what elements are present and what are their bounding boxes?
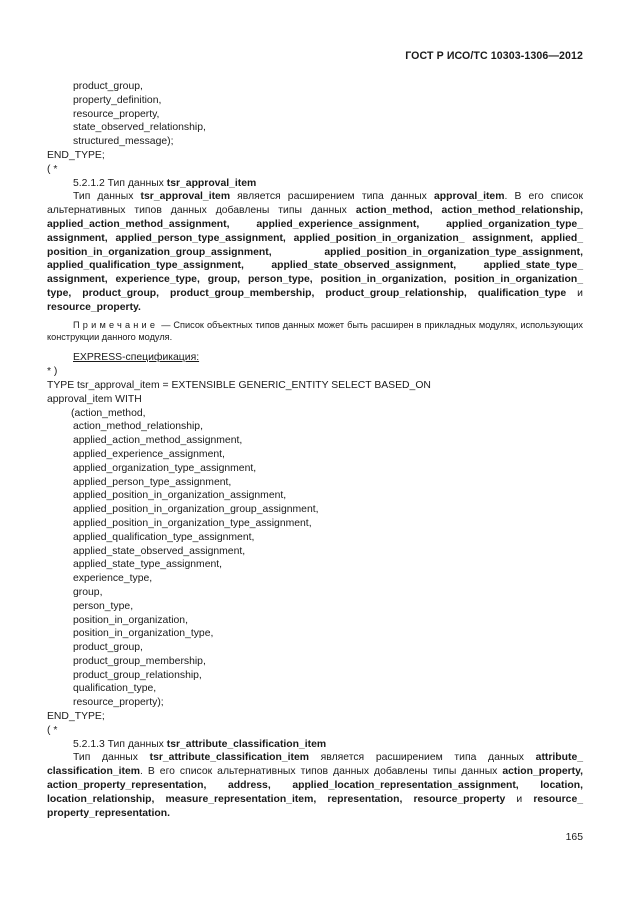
comment-open: ( * [47,724,58,736]
section-heading-5212: 5.2.1.2 Тип данных tsr_approval_item [73,177,257,189]
comment-open: ( * [47,163,58,175]
code-line: (action_method, [71,407,146,419]
code-line: group, [73,586,103,598]
page-number: 165 [565,832,583,843]
code-line: approval_item WITH [47,393,142,405]
list-item: resource_property, [73,108,160,120]
document-header: ГОСТ Р ИСО/ТС 10303-1306—2012 [405,50,583,62]
list-item: product_group, [73,81,143,92]
code-line: position_in_organization_type, [73,628,214,640]
page-body [47,80,583,820]
code-line: applied_experience_assignment, [73,448,225,460]
note-label: Примечание [73,319,159,330]
code-line: action_method_relationship, [73,421,203,433]
code-line: product_group_relationship, [73,669,202,681]
paragraph-5213: Тип данных tsr_attribute_classification_item является расширением типа данных attribute_ classification_item. В его список альтернативных типов данных добавлены типы данных action_property, action_property_representation, address, applied_location_representation_assignment, location, location_relationship, measure_representation_item, representation, resource_property и resource_ property_representation. [47,752,584,819]
code-line: applied_state_observed_assignment, [73,545,246,557]
code-line: applied_position_in_organization_group_assignment, [73,504,319,516]
express-label: EXPRESS-спецификация: [73,352,200,364]
code-line: applied_qualification_type_assignment, [73,531,255,543]
select-list-tail [47,80,583,177]
list-item: property_definition, [73,94,162,106]
code-line: position_in_organization, [73,614,188,626]
express-code [47,365,583,738]
code-line: person_type, [73,600,134,612]
code-line: applied_action_method_assignment, [73,435,243,447]
code-line: resource_property); [73,697,164,709]
code-line: applied_position_in_organization_assignment, [73,490,287,502]
code-line: experience_type, [73,573,153,585]
list-item: state_observed_relationship, [73,122,206,134]
code-line: TYPE tsr_approval_item = EXTENSIBLE GENERIC_ENTITY SELECT BASED_ON [47,379,431,391]
code-line: product_group, [73,642,143,654]
paragraph-5212: Тип данных tsr_approval_item является расширением типа данных approval_item. В его список альтернативных типов данных добавлены типы данных action_method, action_method_relationship, applied_action_method_assignment, applied_experience_assignment, applied_organization_type_ assignment, applied_person_type_assignment, applied_position_in_organization_ assignment, applied_ position_in_organization_group_assignment, applied_position_in_organization_type_assignment, applied_qualification_type_assignment, applied_state_observed_assignment, applied_state_type_ assignment, experience_type, group, person_type, position_in_organization, position_in_organization_ type, product_group, product_group_membership, product_group_relationship, qualification_type и resource_property. [47,191,584,313]
comment-close: * ) [47,366,58,378]
code-line: applied_position_in_organization_type_assignment, [73,517,312,529]
code-line: product_group_membership, [73,655,206,667]
end-type: END_TYPE; [47,149,105,161]
code-line: qualification_type, [73,683,157,695]
section-heading-5213: 5.2.1.3 Тип данных tsr_attribute_classification_item [73,738,327,750]
code-line: applied_organization_type_assignment, [73,462,257,474]
list-item: structured_message); [73,136,174,148]
code-line: applied_state_type_assignment, [73,559,223,571]
code-line: applied_person_type_assignment, [73,476,232,488]
end-type: END_TYPE; [47,711,105,723]
note: Примечание — Список объектных типов данных может быть расширен в прикладных модулях, использующих конструкции данного модуля. [47,319,583,342]
